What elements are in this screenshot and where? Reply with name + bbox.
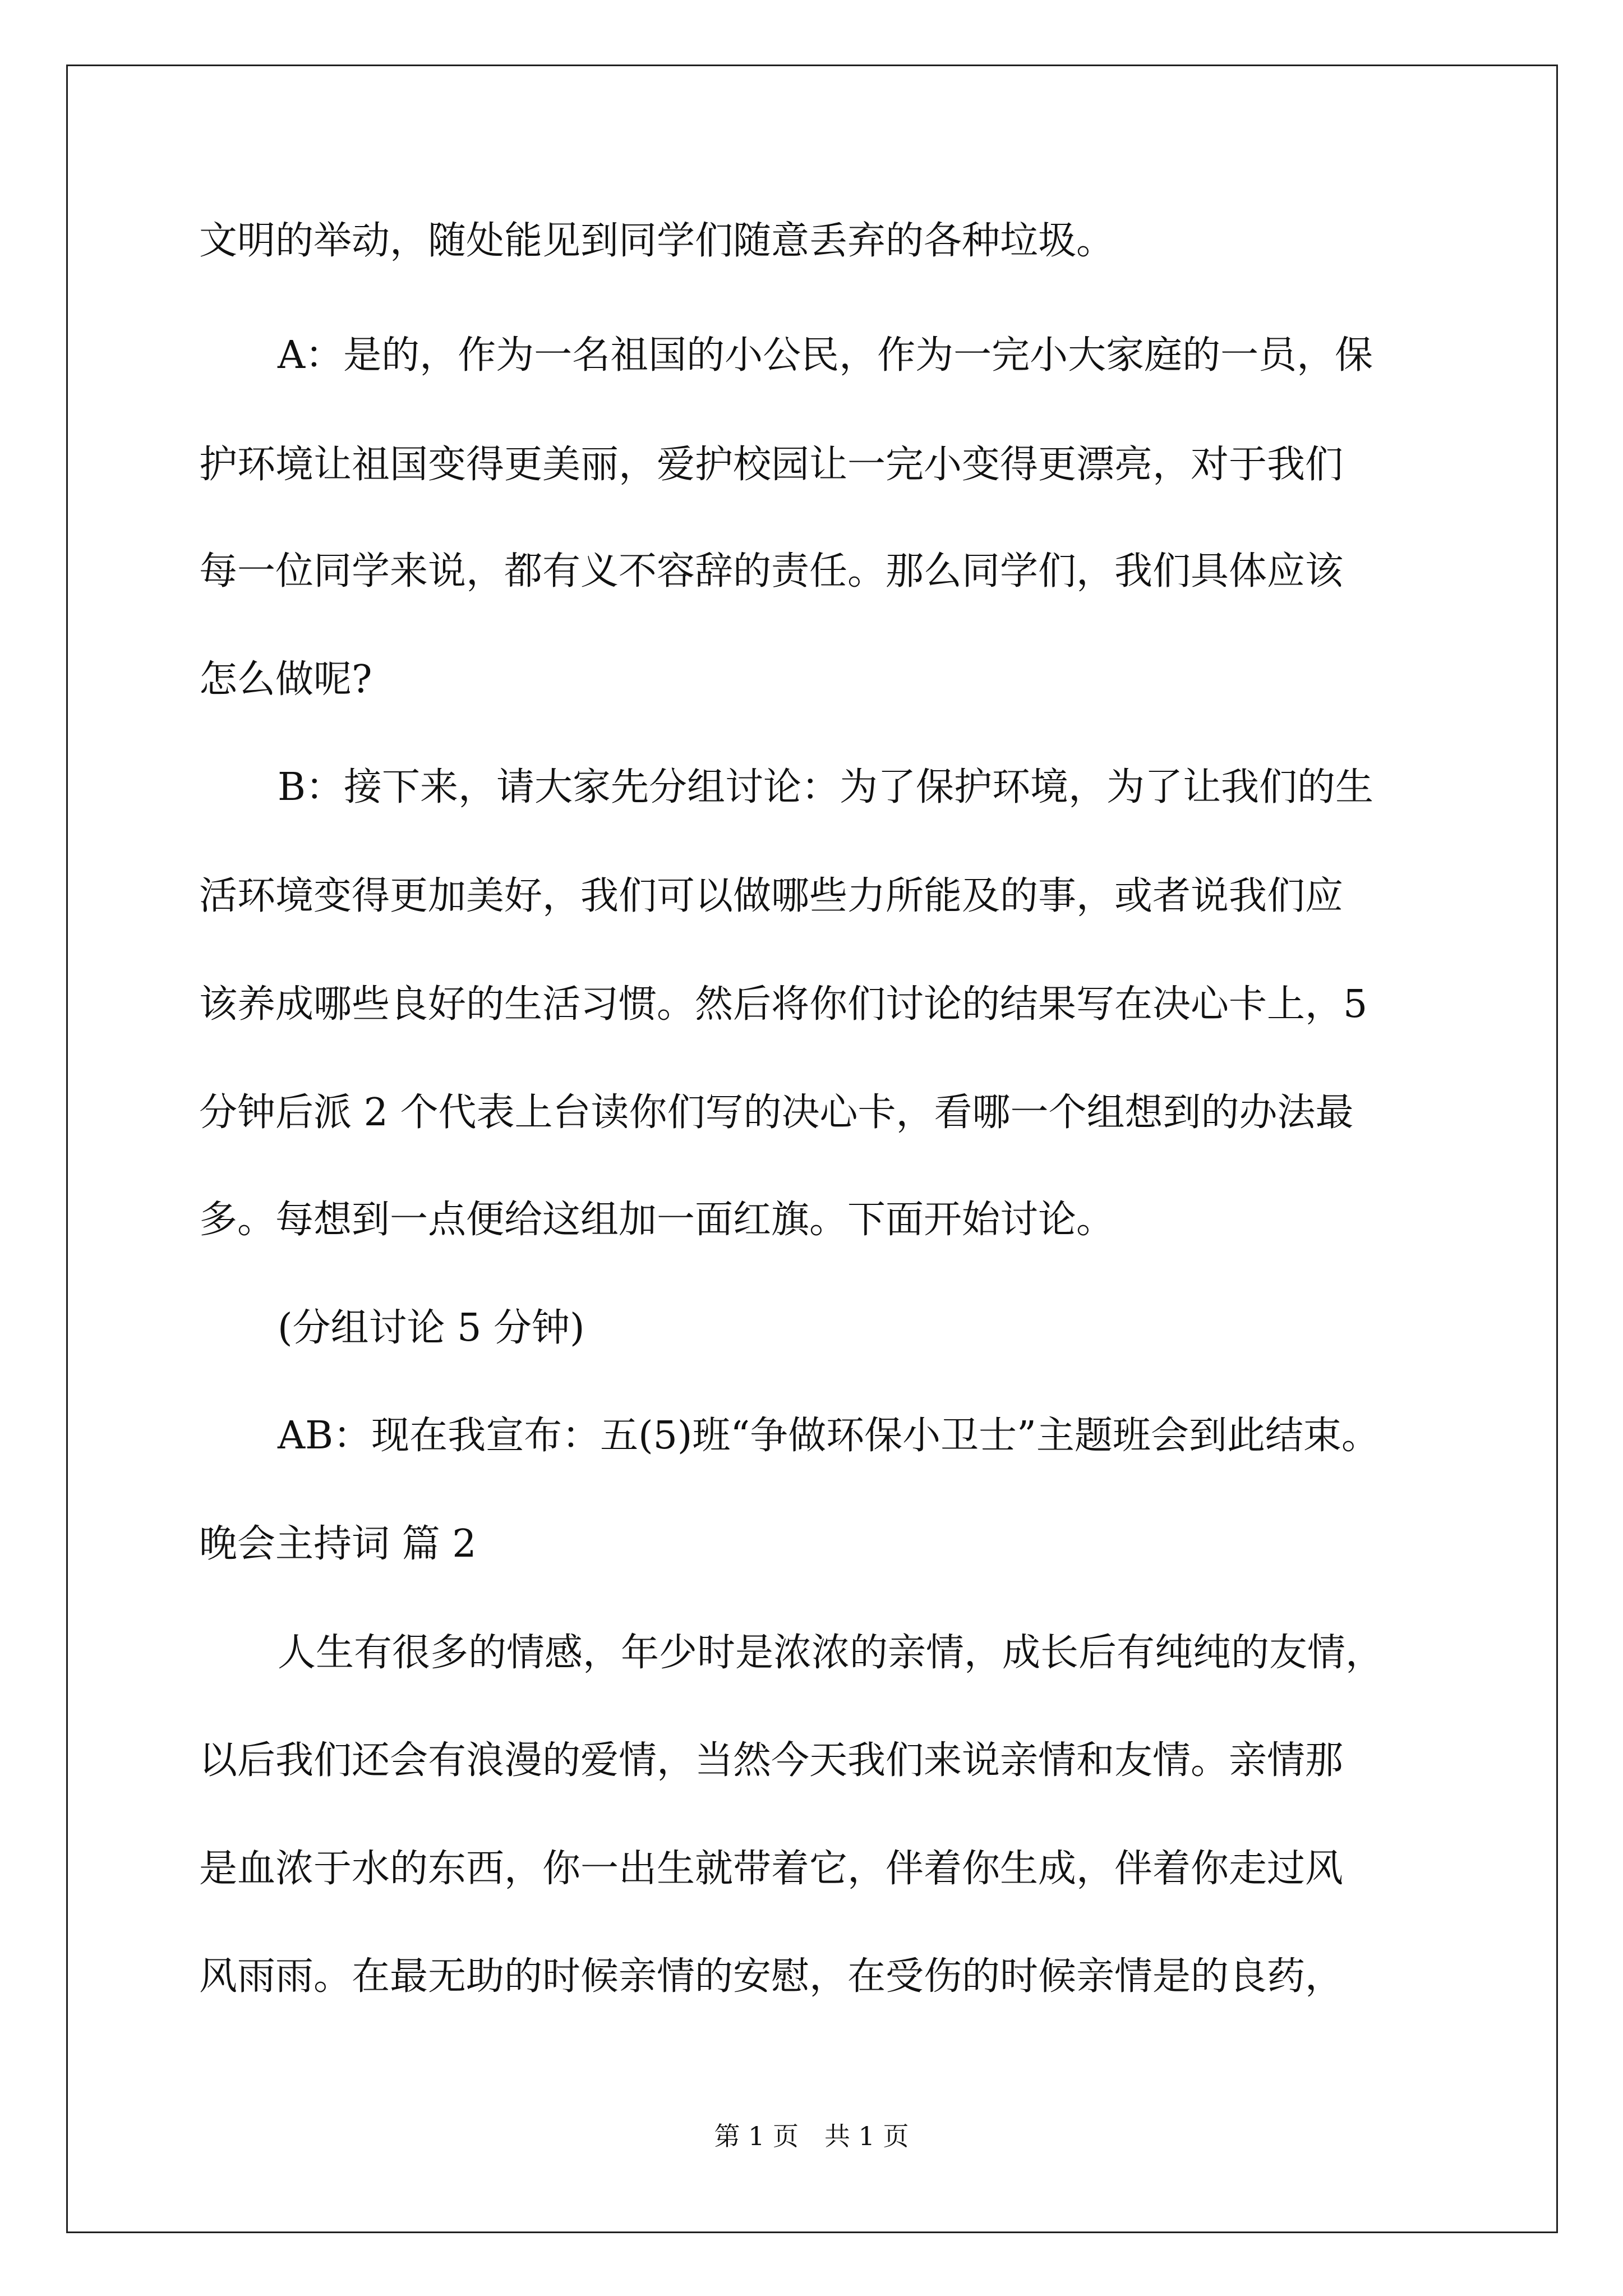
paragraph-line: 以后我们还会有浪漫的爱情，当然今天我们来说亲情和友情。亲情那	[199, 1738, 1344, 1783]
paragraph-line: 每一位同学来说，都有义不容辞的责任。那么同学们，我们具体应该	[199, 549, 1344, 593]
page-number-footer: 第 1 页 共 1 页	[714, 2121, 909, 2151]
paragraph-line: 人生有很多的情感，年少时是浓浓的亲情，成长后有纯纯的友情，	[278, 1631, 1384, 1675]
paragraph-line: 文明的举动，随处能见到同学们随意丢弃的各种垃圾。	[199, 219, 1115, 263]
paragraph-line: AB：现在我宣布：五(5)班“争做环保小卫士”主题班会到此结束。	[278, 1414, 1380, 1458]
paragraph-line: (分组讨论 5 分钟)	[278, 1306, 585, 1350]
paragraph-line: 多。每想到一点便给这组加一面红旗。下面开始讨论。	[199, 1198, 1115, 1242]
paragraph-line: 怎么做呢?	[199, 657, 372, 702]
paragraph-line: A：是的，作为一名祖国的小公民，作为一完小大家庭的一员，保	[278, 333, 1373, 378]
page-border	[66, 65, 1558, 2233]
paragraph-line: 是血浓于水的东西，你一出生就带着它，伴着你生成，伴着你走过风	[199, 1847, 1344, 1891]
paragraph-line: 风雨雨。在最无助的时候亲情的安慰，在受伤的时候亲情是的良药，	[199, 1954, 1344, 1999]
paragraph-line: 该养成哪些良好的生活习惯。然后将你们讨论的结果写在决心卡上，5	[199, 982, 1368, 1027]
paragraph-line: B：接下来，请大家先分组讨论：为了保护环境，为了让我们的生	[278, 765, 1373, 809]
paragraph-line: 分钟后派 2 个代表上台读你们写的决心卡，看哪一个组想到的办法最	[199, 1091, 1354, 1135]
paragraph-line: 活环境变得更加美好，我们可以做哪些力所能及的事，或者说我们应	[199, 874, 1344, 918]
section-heading: 晚会主持词 篇 2	[199, 1522, 477, 1566]
paragraph-line: 护环境让祖国变得更美丽，爱护校园让一完小变得更漂亮，对于我们	[199, 443, 1344, 487]
